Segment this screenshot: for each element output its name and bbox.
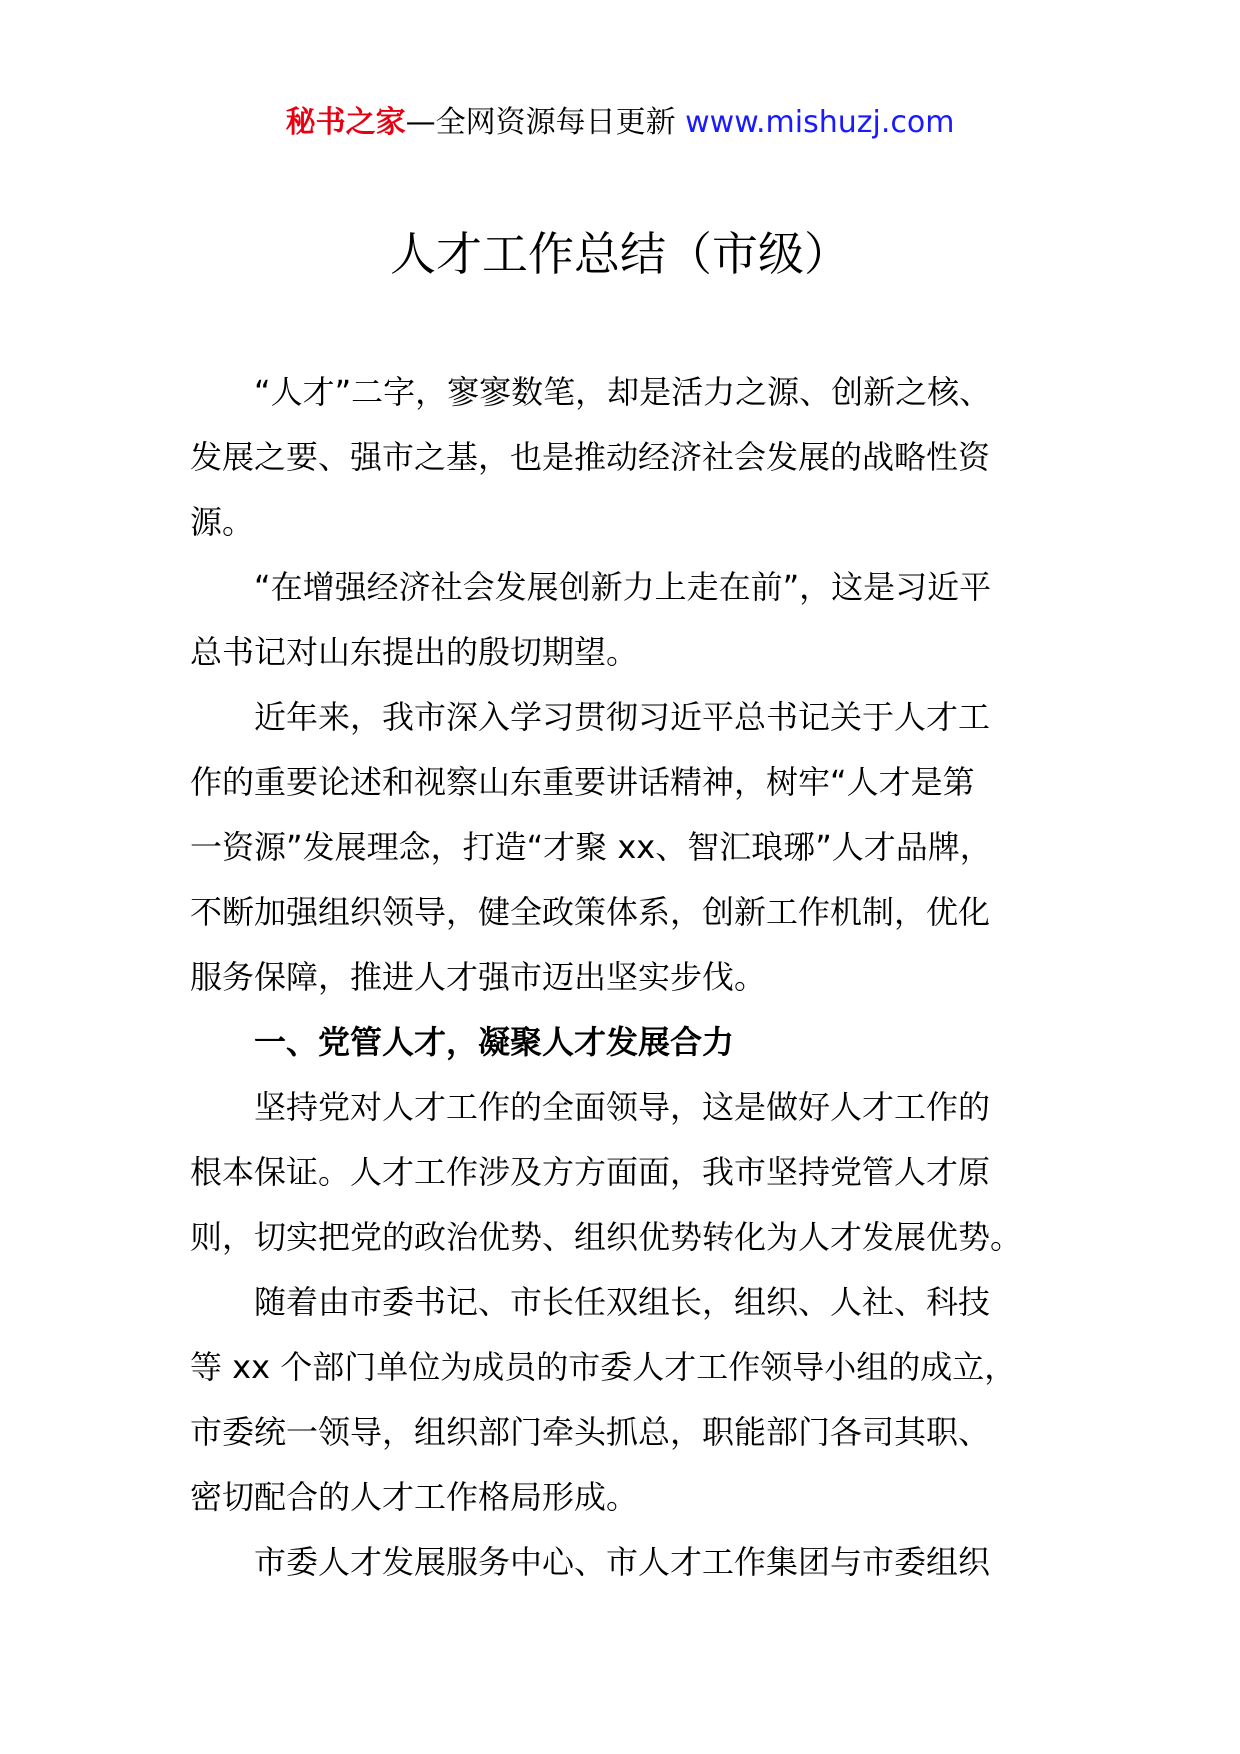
paragraph-line: 一资源”发展理念，打造“才聚 xx、智汇琅琊”人才品牌， (190, 828, 992, 866)
paragraph-line: 不断加强组织领导，健全政策体系，创新工作机制，优化 (190, 893, 991, 931)
site-slogan: —全网资源每日更新 (405, 105, 676, 140)
section-heading: 一、党管人才，凝聚人才发展合力 (254, 1023, 735, 1061)
paragraph-line: 等 xx 个部门单位为成员的市委人才工作领导小组的成立， (190, 1348, 1017, 1386)
paragraph-line: 发展之要、强市之基，也是推动经济社会发展的战略性资 (190, 438, 991, 476)
paragraph-line: 密切配合的人才工作格局形成。 (190, 1478, 639, 1516)
paragraph-line: 服务保障，推进人才强市迈出坚实步伐。 (190, 958, 767, 996)
paragraph-line: “人才”二字，寥寥数笔，却是活力之源、创新之核、 (254, 373, 992, 411)
paragraph-line: 市委人才发展服务中心、市人才工作集团与市委组织 (254, 1543, 991, 1581)
brand-name: 秘书之家 (285, 105, 406, 140)
paragraph-line: 则，切实把党的政治优势、组织优势转化为人才发展优势。 (190, 1218, 1023, 1256)
paragraph-line: 总书记对山东提出的殷切期望。 (190, 633, 639, 671)
paragraph-line: 根本保证。人才工作涉及方方面面，我市坚持党管人才原 (190, 1153, 991, 1191)
site-url-link[interactable]: www.mishuzj.com (685, 105, 955, 140)
paragraph-line: 近年来，我市深入学习贯彻习近平总书记关于人才工 (254, 698, 991, 736)
paragraph-line: “在增强经济社会发展创新力上走在前”，这是习近平 (254, 568, 992, 606)
site-header (0, 100, 1240, 146)
paragraph-line: 随着由市委书记、市长任双组长，组织、人社、科技 (254, 1283, 991, 1321)
document-body (190, 360, 1070, 1595)
paragraph-line: 作的重要论述和视察山东重要讲话精神，树牢“人才是第 (190, 763, 975, 801)
paragraph-line: 坚持党对人才工作的全面领导，这是做好人才工作的 (254, 1088, 991, 1126)
document-title: 人才工作总结（市级） (390, 227, 850, 281)
paragraph-line: 市委统一领导，组织部门牵头抓总，职能部门各司其职、 (190, 1413, 991, 1451)
paragraph-line: 源。 (190, 503, 255, 541)
